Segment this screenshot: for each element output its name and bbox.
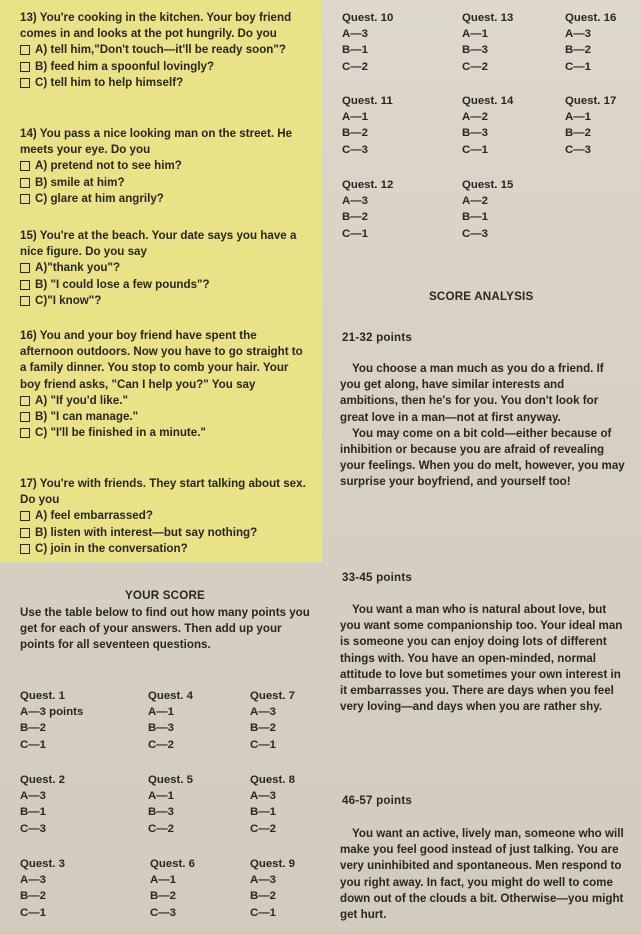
score-cell-q16: Quest. 16 A—3 B—2 C—1: [565, 12, 617, 73]
option-b[interactable]: B) "I could lose a few pounds"?: [20, 277, 312, 293]
score-cell-q14: Quest. 14 A—2 B—3 C—1: [462, 95, 514, 156]
score-cell-q6: Quest. 6 A—1 B—2 C—3: [150, 858, 195, 919]
score-cell-q15: Quest. 15 A—2 B—1 C—3: [462, 179, 514, 240]
option-a[interactable]: A) tell him,"Don't touch—it'll be ready soon"?: [20, 42, 312, 58]
score-cell-q10: Quest. 10 A—3 B—1 C—2: [342, 12, 394, 73]
analysis-paragraph: You choose a man much as you do a friend. If you get along, have similar interests and ambitions, then he's for you. You don't look for great love in a man—not at first anyway.: [340, 362, 604, 424]
checkbox-icon[interactable]: [20, 62, 30, 72]
option-c[interactable]: C) "I'll be finished in a minute.": [20, 425, 312, 441]
checkbox-icon[interactable]: [20, 178, 30, 188]
option-c[interactable]: C) glare at him angrily?: [20, 191, 312, 207]
range-label-33-45: 33-45 points: [342, 571, 413, 584]
score-cell-q4: Quest. 4 A—1 B—3 C—2: [148, 690, 193, 751]
option-a[interactable]: A)"thank you"?: [20, 260, 312, 276]
checkbox-icon[interactable]: [20, 78, 30, 88]
analysis-21-32: [340, 361, 625, 491]
analysis-paragraph: You want a man who is natural about love, but you want some companionship too. Your ideal man is someone you can enjoy doing lots of different things with. You have an open-minded, normal attitude to love but sometimes your own interest in it embarrasses you. There are days when you feel very loving—and days when you are rather shy.: [340, 603, 623, 714]
question-15: [20, 228, 312, 309]
score-cell-q1: Quest. 1 A—3 points B—2 C—1: [20, 690, 84, 751]
question-text: 15) You're at the beach. Your date says you have a nice figure. Do you say: [20, 229, 297, 259]
checkbox-icon[interactable]: [20, 296, 30, 306]
question-text: 17) You're with friends. They start talking about sex. Do you: [20, 477, 306, 507]
checkbox-icon[interactable]: [20, 194, 30, 204]
option-c[interactable]: C)"I know"?: [20, 293, 312, 309]
score-cell-q13: Quest. 13 A—1 B—3 C—2: [462, 12, 514, 73]
score-cell-q11: Quest. 11 A—1 B—2 C—3: [342, 95, 393, 156]
question-14: [20, 126, 312, 207]
range-label-21-32: 21-32 points: [342, 331, 413, 344]
score-cell-q7: Quest. 7 A—3 B—2 C—1: [250, 690, 295, 751]
question-13: [20, 10, 312, 91]
analysis-paragraph: You want an active, lively man, someone who will make you feel good instead of just talking. You are very uninhibited and spontaneous. Men respond to you right away. In fact, you might do well to come down out of the clouds a bit. Otherwise—you might get hurt.: [340, 827, 624, 922]
question-text: 14) You pass a nice looking man on the street. He meets your eye. Do you: [20, 127, 293, 157]
score-cell-q2: Quest. 2 A—3 B—1 C—3: [20, 774, 65, 835]
option-a[interactable]: A) "If you'd like.": [20, 393, 312, 409]
score-cell-q17: Quest. 17 A—1 B—2 C—3: [565, 95, 617, 156]
analysis-46-57: [340, 826, 625, 923]
question-text: 13) You're cooking in the kitchen. Your boy friend comes in and looks at the pot hungrily. Do you: [20, 11, 292, 41]
checkbox-icon[interactable]: [20, 396, 30, 406]
option-c[interactable]: C) join in the conversation?: [20, 541, 312, 557]
option-a[interactable]: A) feel embarrassed?: [20, 508, 312, 524]
option-b[interactable]: B) listen with interest—but say nothing?: [20, 525, 312, 541]
checkbox-icon[interactable]: [20, 428, 30, 438]
question-text: 16) You and your boy friend have spent the afternoon outdoors. Now you have to go straight to a family dinner. You stop to comb your hair. Your boy friend asks, "Can I help you?" You say: [20, 329, 303, 391]
option-b[interactable]: B) "I can manage.": [20, 409, 312, 425]
score-cell-q9: Quest. 9 A—3 B—2 C—1: [250, 858, 295, 919]
checkbox-icon[interactable]: [20, 412, 30, 422]
range-label-46-57: 46-57 points: [342, 794, 413, 807]
option-b[interactable]: B) feed him a spoonful lovingly?: [20, 59, 312, 75]
score-analysis-title: SCORE ANALYSIS: [429, 290, 534, 303]
checkbox-icon[interactable]: [20, 544, 30, 554]
analysis-paragraph: You may come on a bit cold—either because of inhibition or because you are afraid of revealing your feelings. When you do melt, however, you may surprise your boyfriend, and yourself too!: [340, 426, 625, 489]
checkbox-icon[interactable]: [20, 280, 30, 290]
score-cell-q5: Quest. 5 A—1 B—3 C—2: [148, 774, 193, 835]
checkbox-icon[interactable]: [20, 263, 30, 273]
question-17: [20, 476, 312, 557]
option-b[interactable]: B) smile at him?: [20, 175, 312, 191]
checkbox-icon[interactable]: [20, 528, 30, 538]
score-cell-q12: Quest. 12 A—3 B—2 C—1: [342, 179, 394, 240]
option-a[interactable]: A) pretend not to see him?: [20, 158, 312, 174]
checkbox-icon[interactable]: [20, 161, 30, 171]
checkbox-icon[interactable]: [20, 45, 30, 55]
question-16: [20, 328, 312, 441]
score-cell-q3: Quest. 3 A—3 B—2 C—1: [20, 858, 65, 919]
your-score-text: Use the table below to find out how many points you get for each of your answers. Then add up your points for all seventeen questions.: [20, 606, 310, 652]
your-score-title: YOUR SCORE: [125, 589, 205, 602]
score-cell-q8: Quest. 8 A—3 B—1 C—2: [250, 774, 295, 835]
checkbox-icon[interactable]: [20, 511, 30, 521]
option-c[interactable]: C) tell him to help himself?: [20, 75, 312, 91]
analysis-33-45: [340, 602, 625, 715]
